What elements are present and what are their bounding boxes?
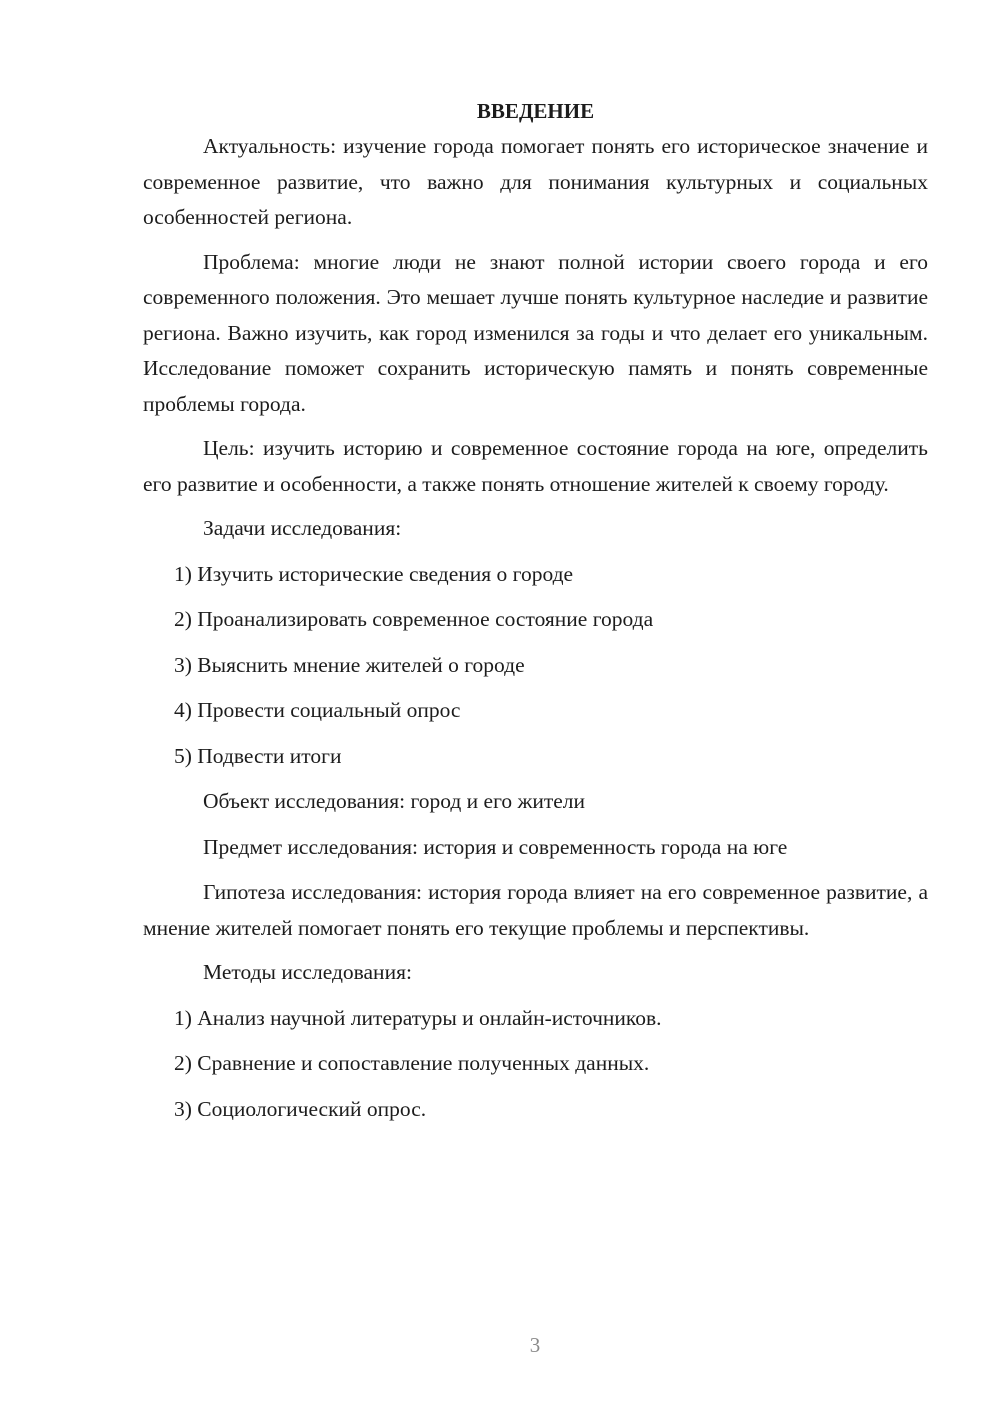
relevance-paragraph: Актуальность: изучение города помогает понять его историческое значение и современное развитие, что важно для понимания культурных и социальных особенностей региона. [143, 134, 928, 229]
goal-paragraph: Цель: изучить историю и современное состояние города на юге, определить его развитие и особенности, а также понять отношение жителей к своему городу. [143, 436, 928, 496]
task-item: 4) Провести социальный опрос [174, 698, 461, 722]
task-item: 3) Выяснить мнение жителей о городе [174, 652, 525, 677]
method-item: 2) Сравнение и сопоставление полученных данных. [174, 1051, 650, 1075]
document-page [143, 93, 928, 1137]
tasks-heading: Задачи исследования: [203, 516, 402, 540]
task-item: 5) Подвести итоги [174, 743, 342, 768]
task-item: 1) Изучить исторические сведения о городе [174, 561, 574, 586]
method-item: 3) Социологический опрос. [174, 1096, 427, 1121]
research-subject: Предмет исследования: история и современность города на юге [203, 834, 788, 859]
problem-paragraph: Проблема: многие люди не знают полной истории своего города и его современного положения. Это мешает лучше понять культурное наследие и развитие региона. Важно изучить, как город изменился за годы и что делает его уникальным. Исследование поможет сохранить историческую память и понять современные проблемы города. [143, 249, 928, 416]
page-number: 3 [529, 1333, 541, 1357]
hypothesis-paragraph: Гипотеза исследования: история города влияет на его современное развитие, а мнение жителей помогает понять его текущие проблемы и перспективы. [143, 880, 928, 940]
methods-heading: Методы исследования: [203, 960, 412, 984]
method-item: 1) Анализ научной литературы и онлайн-источников. [174, 1005, 662, 1030]
research-object: Объект исследования: город и его жители [203, 789, 586, 813]
section-title: ВВЕДЕНИЕ [476, 99, 595, 123]
task-item: 2) Проанализировать современное состояние города [174, 607, 654, 631]
